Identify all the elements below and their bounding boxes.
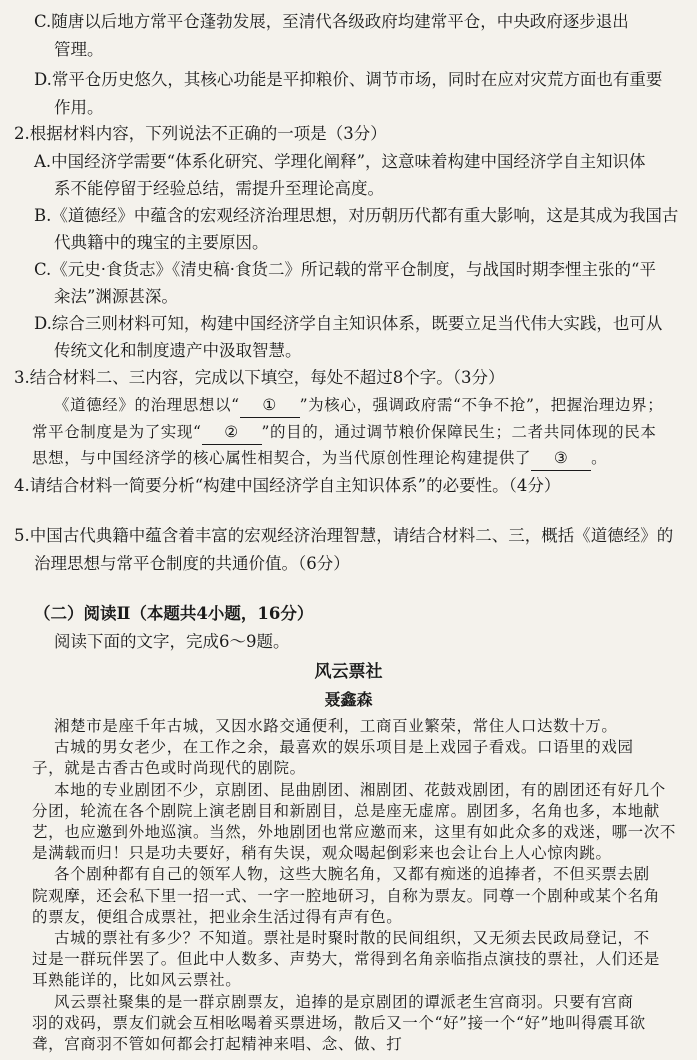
story-author: 聂鑫森 xyxy=(324,690,373,709)
question-5-line-1: 5.中国古代典籍中蕴含着丰富的宏观经济治理智慧，请结合材料二、三，概括《道德经》的 xyxy=(14,526,674,545)
q3-fill-line-1 xyxy=(54,393,663,418)
q3-text-3a: 思想，与中国经济学的核心属性相契合，为当代原创性理论构建提供了 xyxy=(32,449,532,467)
story-para-line: 各个剧种都有自己的领军人物，这些大腕名角，又都有痴迷的追捧者，不但买票去剧 xyxy=(54,865,650,884)
question-4: 4.请结合材料一简要分析“构建中国经济学自主知识体系”的必要性。（4分） xyxy=(14,476,561,495)
story-para-line: 古城的男女老少，在工作之余，最喜欢的娱乐项目是上戏园子看戏。口语里的戏园 xyxy=(54,738,634,757)
option-d-line-2: 作用。 xyxy=(54,98,104,117)
option-c-line-1: C.随唐以后地方常平仓蓬勃发展，至清代各级政府均建常平仓，中央政府逐步退出 xyxy=(34,12,629,31)
q2-option-b-line-1: B.《道德经》中蕴含的宏观经济治理思想，对历朝历代都有重大影响，这是其成为我国古 xyxy=(34,206,679,225)
story-para-line: 过是一群玩伴罢了。但此中人数多、声势大，常得到名角亲临指点演技的票社，人们还是 xyxy=(32,950,660,969)
q3-text-2b: ”的目的，通过调节粮价保障民生；二者共同体现的民本 xyxy=(261,423,657,441)
q3-blank-2[interactable]: ② xyxy=(202,420,262,445)
q3-blank-3[interactable]: ③ xyxy=(531,446,591,471)
story-para-line: 分团，轮流在各个剧院上演老剧目和新剧目，总是座无虚席。剧团多，名角也多，本地献 xyxy=(32,801,660,820)
story-para-line: 的票友，便组合成票社，把业余生活过得有声有色。 xyxy=(32,907,403,926)
story-para-line: 聋，宫商羽不管如何都会打起精神来唱、念、做、打 xyxy=(32,1035,403,1053)
option-c-line-2: 管理。 xyxy=(54,40,104,59)
q3-fill-line-2 xyxy=(32,420,656,445)
question-3: 3.结合材料二、三内容，完成以下填空，每处不超过8个字。（3分） xyxy=(14,368,505,387)
question-5-line-2: 治理思想与常平仓制度的共通价值。（6分） xyxy=(34,554,350,573)
q3-text-1b: ”为核心，强调政府需“不争不抢”，把握治理边界； xyxy=(299,396,664,414)
q2-option-a-line-2: 系不能停留于经验总结，需提升至理论高度。 xyxy=(54,179,384,198)
story-title: 风云票社 xyxy=(314,662,383,682)
q3-blank-1[interactable]: ① xyxy=(240,393,300,418)
q2-option-d-line-2: 传统文化和制度遗产中汲取智慧。 xyxy=(54,341,302,360)
q2-option-c-line-2: 籴法”渊源甚深。 xyxy=(54,287,178,306)
story-para-line: 湘楚市是座千年古城，又因水路交通便利，工商百业繁荣，常住人口达数十万。 xyxy=(54,717,618,735)
q3-text-3b: 。 xyxy=(591,449,608,467)
q2-option-b-line-2: 代典籍中的瑰宝的主要原因。 xyxy=(54,233,269,252)
q2-option-d-line-1: D.综合三则材料可知，构建中国经济学自主知识体系，既要立足当代伟大实践，也可从 xyxy=(34,314,663,333)
story-para-line: 羽的戏码，票友们就会互相吆喝着买票进场，散后又一个“好”接一个“好”地叫得震耳欲 xyxy=(32,1013,646,1032)
story-para-line: 本地的专业剧团不少，京剧团、昆曲剧团、湘剧团、花鼓戏剧团，有的剧团还有好几个 xyxy=(54,780,666,799)
q3-text-1a: 《道德经》的治理思想以“ xyxy=(54,396,240,414)
story-para-line: 是满载而归！只是功夫要好，稍有失误，观众喝起倒彩来也会让台上人心惊肉跳。 xyxy=(32,844,612,863)
story-para-line: 院观摩，还会私下里一招一式、一字一腔地研习，自称为票友。同尊一个剧种或某个名角 xyxy=(32,886,660,905)
q3-fill-line-3 xyxy=(32,446,607,471)
story-para-line: 古城的票社有多少？不知道。票社是时聚时散的民间组织，又无须去民政局登记，不 xyxy=(54,929,650,947)
story-para-line: 耳熟能详的，比如风云票社。 xyxy=(32,971,242,990)
section-instruction: 阅读下面的文字，完成6～9题。 xyxy=(54,632,290,651)
story-para-line: 子，就是古香古色或时尚现代的剧院。 xyxy=(32,759,306,778)
q2-option-a-line-1: A.中国经济学需要“体系化研究、学理化阐释”，这意味着构建中国经济学自主知识体 xyxy=(34,152,646,171)
section-header: （二）阅读Ⅱ（本题共4小题，16分） xyxy=(34,604,314,623)
option-d-line-1: D.常平仓历史悠久，其核心功能是平抑粮价、调节市场，同时在应对灾荒方面也有重要 xyxy=(34,70,663,89)
story-para-line: 风云票社聚集的是一群京剧票友，追捧的是京剧团的谭派老生宫商羽。只要有宫商 xyxy=(54,992,634,1011)
q3-text-2a: 常平仓制度是为了实现“ xyxy=(32,423,202,441)
story-para-line: 艺，也应邀到外地巡演。当然，外地剧团也常应邀而来，这里有如此众多的戏迷，哪一次不 xyxy=(32,823,677,841)
q2-option-c-line-1: C.《元史·食货志》《清史稿·食货二》所记载的常平仓制度，与战国时期李悝主张的“平 xyxy=(34,260,656,279)
question-2: 2.根据材料内容，下列说法不正确的一项是（3分） xyxy=(14,124,387,143)
